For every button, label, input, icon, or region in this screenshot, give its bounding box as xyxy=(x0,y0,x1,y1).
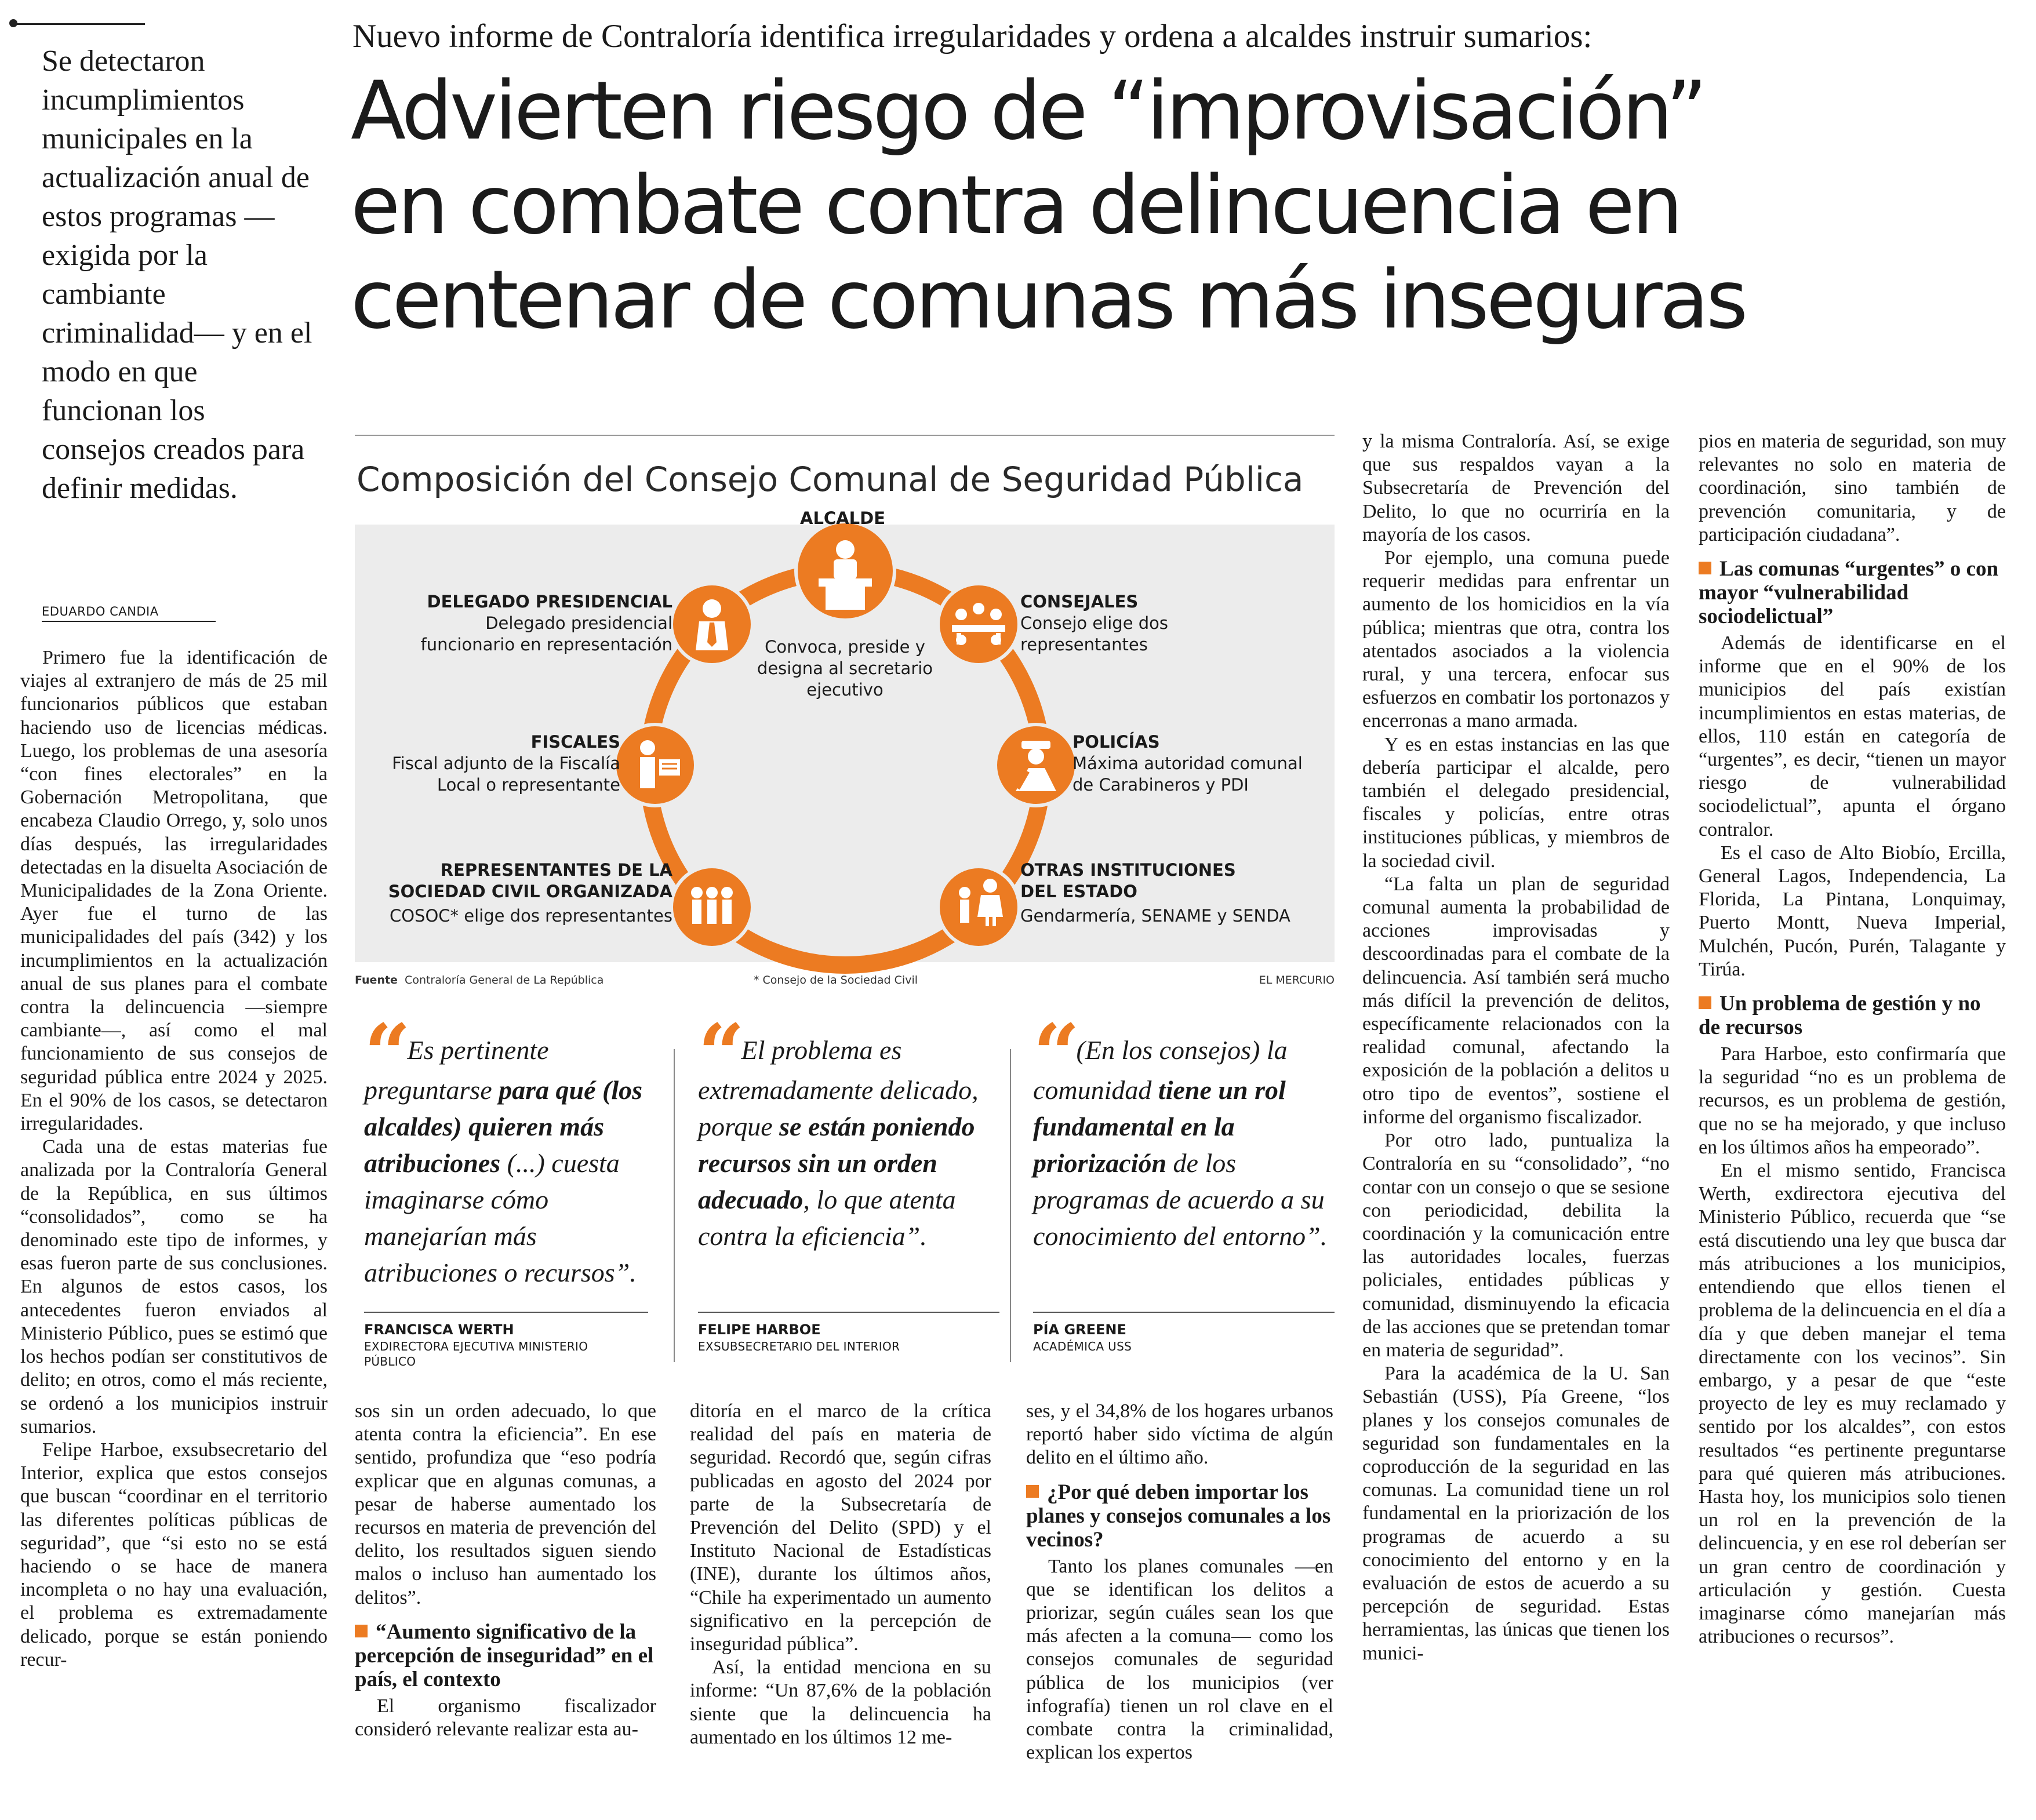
section-heading-text: ¿Por qué deben importar los planes y consejos comunales a los vecinos? xyxy=(1026,1480,1331,1552)
paragraph: Para Harboe, esto confirmaría que la seguridad “no es un problema de recursos, es un problema de gestión, que no se ha mejorado, y que incluso en los últimos años ha empeorado”. xyxy=(1699,1043,2006,1158)
paragraph: Es el caso de Alto Biobío, Ercilla, General Lagos, Independencia, La Florida, La Pintana, Lonquimay, Puerto Montt, Nueva Imperial, Mulchén, Pucón, Purén, Talagante y Tirúa. xyxy=(1699,842,2006,980)
headline-line-1: Advierten riesgo de “improvisación” xyxy=(351,64,1705,158)
pull-quote-greene xyxy=(1033,1007,1335,1254)
quote-author-greene: PÍA GREENE xyxy=(1033,1322,1126,1338)
role-alcalde-name: ALCALDE xyxy=(800,508,886,528)
police-officer-icon xyxy=(995,725,1077,806)
paragraph: Por ejemplo, una comuna puede requerir medidas para enfrentar un aumento de los homicidios en la vía pública; mientras que otra, contra los atentados asociados a la violencia rural, y una tercera, enfocar sus esfuerzos en combatir los portonazos y encerronas a mano armada. xyxy=(1362,547,1670,732)
role-policias-name: POLICÍAS xyxy=(1072,732,1160,752)
quote-role-greene: ACADÉMICA USS xyxy=(1033,1339,1132,1353)
body-column-1 xyxy=(20,646,328,1672)
quote-text: Es pertinente preguntarse xyxy=(364,1035,549,1105)
paragraph: y la misma Contraloría. Así, se exige que sus respaldos vayan a la Subsecretaría de Prevención del Delito, lo que no ocurriría en la mayoría de los casos. xyxy=(1362,431,1670,545)
quote-mark-icon: “ xyxy=(698,1007,737,1102)
quote-text: El problema es extremadamente delicado, porque xyxy=(698,1035,979,1141)
quote-author-harboe: FELIPE HARBOE xyxy=(698,1322,821,1338)
paragraph: El organismo fiscalizador consideró relevante realizar esta au- xyxy=(355,1695,656,1741)
official-tie-icon xyxy=(671,584,752,665)
paragraph: ditoría en el marco de la crítica realidad del país en materia de seguridad. Recordó que, según cifras publicadas en agosto del 2024 por parte de la Subsecretaría de Prevención del Delito (SPD) y el Instituto Nacional de Estadísticas (INE), durante los últimos años, “Chile ha experimentado un aumento significativo en la percepción de inseguridad pública”. xyxy=(690,1400,991,1655)
role-otras-name: OTRAS INSTITUCIONES DEL ESTADO xyxy=(1020,860,1236,901)
infographic-top-rule xyxy=(355,435,1335,436)
headline-line-2: en combate contra delincuencia en xyxy=(351,158,1681,252)
quote-divider xyxy=(1033,1312,1335,1313)
paragraph: Felipe Harboe, exsubsecretario del Interior, explica que estos consejos que buscan “coordinar en el territorio las diferentes políticas públicas de seguridad”, que “si esto no se está haciendo o se hace de manera incompleta o no hay una evaluación, el problema es extremadamente delicado, porque se están poniendo recur- xyxy=(20,1439,328,1670)
role-consejales-name: CONSEJALES xyxy=(1020,592,1139,611)
square-bullet-icon xyxy=(1699,996,1711,1009)
section-heading xyxy=(1026,1480,1333,1552)
section-heading xyxy=(1699,992,2006,1039)
decorative-rule xyxy=(12,23,145,25)
pull-quote-werth xyxy=(364,1007,648,1291)
prosecutor-icon xyxy=(615,725,696,806)
paragraph: Cada una de estas materias fue analizada por la Contraloría General de la República, en sus últimos “consolidados”, como se ha denominado este tipo de informes, y esas fueron parte de sus conclusiones. En algunos de estos casos, los antecedentes fueron enviados al Ministerio Público, pues se estimó que los hechos podían ser constitutivos de delito; en otros, como el más reciente, se ordenó a los municipios instruir sumarios. xyxy=(20,1136,328,1437)
headline xyxy=(351,64,2020,347)
paragraph: “La falta un plan de seguridad comunal aumenta la probabilidad de acciones improvisadas y descoordinadas para el combate de la delincuencia. Así también será mucho más difícil la prevención de delitos, específicamente relacionados con la realidad comunal, afectando la exposición de la población a delitos u otro tipo de eventos”, sostiene el informe del organismo fiscalizador. xyxy=(1362,873,1670,1128)
quote-mark-icon: “ xyxy=(1033,1007,1072,1102)
paragraph: Y es en estas instancias en las que debería participar el alcalde, pero también el delegado presidencial, fiscales y policías, entre otras instituciones públicas, y miembros de la sociedad civil. xyxy=(1362,733,1670,872)
section-heading-text: “Aumento significativo de la percepción de inseguridad” en el país, el contexto xyxy=(355,1619,654,1691)
role-otras-desc: Gendarmería, SENAME y SENDA xyxy=(1020,906,1290,926)
people-group-icon xyxy=(671,867,752,948)
infographic-credit: EL MERCURIO xyxy=(1259,974,1335,987)
source-text: Contraloría General de La República xyxy=(405,974,604,987)
paragraph: Así, la entidad menciona en su informe: “Un 87,6% de la población siente que la delincuencia ha aumentado en los últimos 12 me- xyxy=(690,1657,991,1748)
paragraph: pios en materia de seguridad, son muy relevantes no solo en materia de coordinación, sino también de prevención comunitaria, y de participación ciudadana”. xyxy=(1699,431,2006,545)
body-column-2 xyxy=(355,1400,656,1741)
role-fiscales-desc: Fiscal adjunto de la Fiscalía Local o representante xyxy=(392,754,620,795)
family-icon xyxy=(938,867,1019,948)
quote-bold: tiene un rol fundamental en la priorización xyxy=(1033,1075,1286,1178)
paragraph: Primero fue la identificación de viajes al extranjero de más de 25 mil funcionarios públicos que estaban haciendo uso de licencias médicas. Luego, los problemas de una asesoría “con fines electorales” en la Gobernación Metropolitana, que encabeza Claudio Orrego, y, solo unos días después, las irregularidades detectadas en la disuelta Asociación de Municipalidades de la Zona Oriente. Ayer fue el turno de las municipalidades del país (342) y los incumplimientos en la actualización anual de sus planes para el combate contra la delincuencia —siempre cambiante—, así como el mal funcionamiento de sus consejos de seguridad pública entre 2024 y 2025. En el 90% de los casos, se detectaron irregularidades. xyxy=(20,647,328,1135)
paragraph: Tanto los planes comunales —en que se identifican los delitos a priorizar, según cuáles sean los que más afecten a la comuna— como los consejos comunales de seguridad pública de los municipios (ver infografía) tienen un rol clave en el combate contra la criminalidad, explican los expertos xyxy=(1026,1555,1333,1764)
paragraph: sos sin un orden adecuado, lo que atenta contra la eficiencia”. En ese sentido, profundiza que “eso podría explicar que en algunas comunas, a pesar de haberse aumentado los recursos en materia de prevención del delito, los resultados siguen siendo malos o incluso han aumentado los delitos”. xyxy=(355,1400,656,1608)
body-column-3 xyxy=(690,1400,991,1749)
role-delegado-desc: Delegado presidencial funcionario en representación xyxy=(420,613,672,654)
infographic-title: Composición del Consejo Comunal de Seguridad Pública xyxy=(357,460,1304,499)
alcalde-center-text: Convoca, preside y designa al secretario ejecutivo xyxy=(757,637,933,700)
square-bullet-icon xyxy=(1026,1485,1039,1498)
role-policias-desc: Máxima autoridad comunal de Carabineros y PDI xyxy=(1072,754,1303,795)
column-divider xyxy=(1010,1049,1011,1362)
quote-author-werth: FRANCISCA WERTH xyxy=(364,1322,514,1338)
quote-divider xyxy=(698,1312,999,1313)
column-divider xyxy=(674,1049,675,1362)
role-fiscales-name: FISCALES xyxy=(530,732,620,752)
quote-role-werth: EXDIRECTORA EJECUTIVA MINISTERIO PÚBLICO xyxy=(364,1339,588,1368)
meeting-table-icon xyxy=(938,584,1019,665)
body-column-5 xyxy=(1362,430,1670,1665)
paragraph: Además de identificarse en el informe que en el 90% de los municipios del país existían incumplimientos en estas materias, de ellos, 110 están en categoría de “urgentes”, es decir, “tienen un mayor riesgo de vulnerabilidad sociodelictual”, apunta el órgano contralor. xyxy=(1699,632,2006,840)
headline-line-3: centenar de comunas más inseguras xyxy=(351,253,1746,347)
square-bullet-icon xyxy=(355,1625,368,1637)
section-heading xyxy=(1699,557,2006,628)
section-heading xyxy=(355,1620,656,1691)
quote-role-harboe: EXSUBSECRETARIO DEL INTERIOR xyxy=(698,1339,900,1353)
paragraph: Para la académica de la U. San Sebastián (USS), Pía Greene, “los planes y los consejos comunales de seguridad son fundamentales en la coproducción de la seguridad en las comunas. La comunidad tiene un rol fundamental en la priorización de los programas de acuerdo a su conocimiento del entorno y en la evaluación de estos de acuerdo a su percepción de seguridad. Estas herramientas, las únicas que tienen los munici- xyxy=(1362,1363,1670,1664)
quote-text-end: , lo que atenta contra la eficiencia”. xyxy=(698,1185,956,1251)
role-consejales-desc: Consejo elige dos representantes xyxy=(1020,613,1169,654)
paragraph: En el mismo sentido, Francisca Werth, exdirectora ejecutiva del Ministerio Público, recuerda que “se está discutiendo una ley que busca dar más atribuciones a los municipios, entendiendo que ellos tienen el problema de la delincuencia en el día a día y que deben manejar el tema directamente con los vecinos”. Sin embargo, y a pesar de que “este proyecto de ley es muy reclamado y sentido por los alcaldes”, con estos resultados “es pertinente preguntarse para qué quieren más atribuciones. Hasta hoy, los municipios solo tienen un rol en la prevención de la delincuencia, y en ese rol deberían ser un gran centro de coordinación y articulación y gestión. Cuesta imaginarse cómo manejarían más atribuciones o recursos”. xyxy=(1699,1160,2006,1648)
body-column-4 xyxy=(1026,1400,1333,1764)
body-column-6 xyxy=(1699,430,2006,1648)
square-bullet-icon xyxy=(1699,562,1711,574)
quote-text-end: de los programas de acuerdo a su conocimiento del entorno”. xyxy=(1033,1148,1328,1251)
quote-text: (En los consejos) la comunidad xyxy=(1033,1035,1288,1105)
role-sociedad-desc: COSOC* elige dos representantes xyxy=(389,906,672,926)
byline: EDUARDO CANDIA xyxy=(42,605,216,622)
role-sociedad-name: REPRESENTANTES DE LA SOCIEDAD CIVIL ORGANIZADA xyxy=(388,860,672,901)
section-heading-text: Las comunas “urgentes” o con mayor “vulnerabilidad sociodelictual” xyxy=(1699,557,1999,629)
section-heading-text: Un problema de gestión y no de recursos xyxy=(1699,992,1981,1040)
podium-icon xyxy=(796,522,895,620)
pull-quote-harboe xyxy=(698,1007,999,1254)
paragraph: ses, y el 34,8% de los hogares urbanos reportó haber sido víctima de algún delito en el último año. xyxy=(1026,1400,1333,1469)
quote-mark-icon: “ xyxy=(364,1007,403,1102)
paragraph: Por otro lado, puntualiza la Contraloría en su “consolidado”, “no contar con un consejo o que se sesione con periodicidad, debilita la coordinación y la comunicación entre las autoridades locales, fuerzas policiales, entidades públicas y comunidad, disminuyendo la eficacia de las acciones que se pretendan tomar en materia de seguridad”. xyxy=(1362,1130,1670,1361)
kicker: Nuevo informe de Contraloría identifica irregularidades y ordena a alcaldes instruir sumarios: xyxy=(352,18,1593,54)
quote-text-end: (...) cuesta imaginarse cómo manejarían más atribuciones o recursos”. xyxy=(364,1148,637,1287)
infographic-source xyxy=(355,974,819,987)
infographic-footnote: * Consejo de la Sociedad Civil xyxy=(754,974,918,987)
quote-bold: para qué (los alcaldes) quieren más atribuciones xyxy=(364,1075,643,1178)
quote-divider xyxy=(364,1312,648,1313)
lede-summary: Se detectaron incumplimientos municipales en la actualización anual de estos programas —exigida por la cambiante criminalidad— y en el modo en que funcionan los consejos creados para definir medidas. xyxy=(42,45,312,505)
quote-bold: se están poniendo recursos sin un orden adecuado xyxy=(698,1112,975,1214)
source-label: Fuente xyxy=(355,974,398,987)
role-delegado-name: DELEGADO PRESIDENCIAL xyxy=(427,592,672,611)
